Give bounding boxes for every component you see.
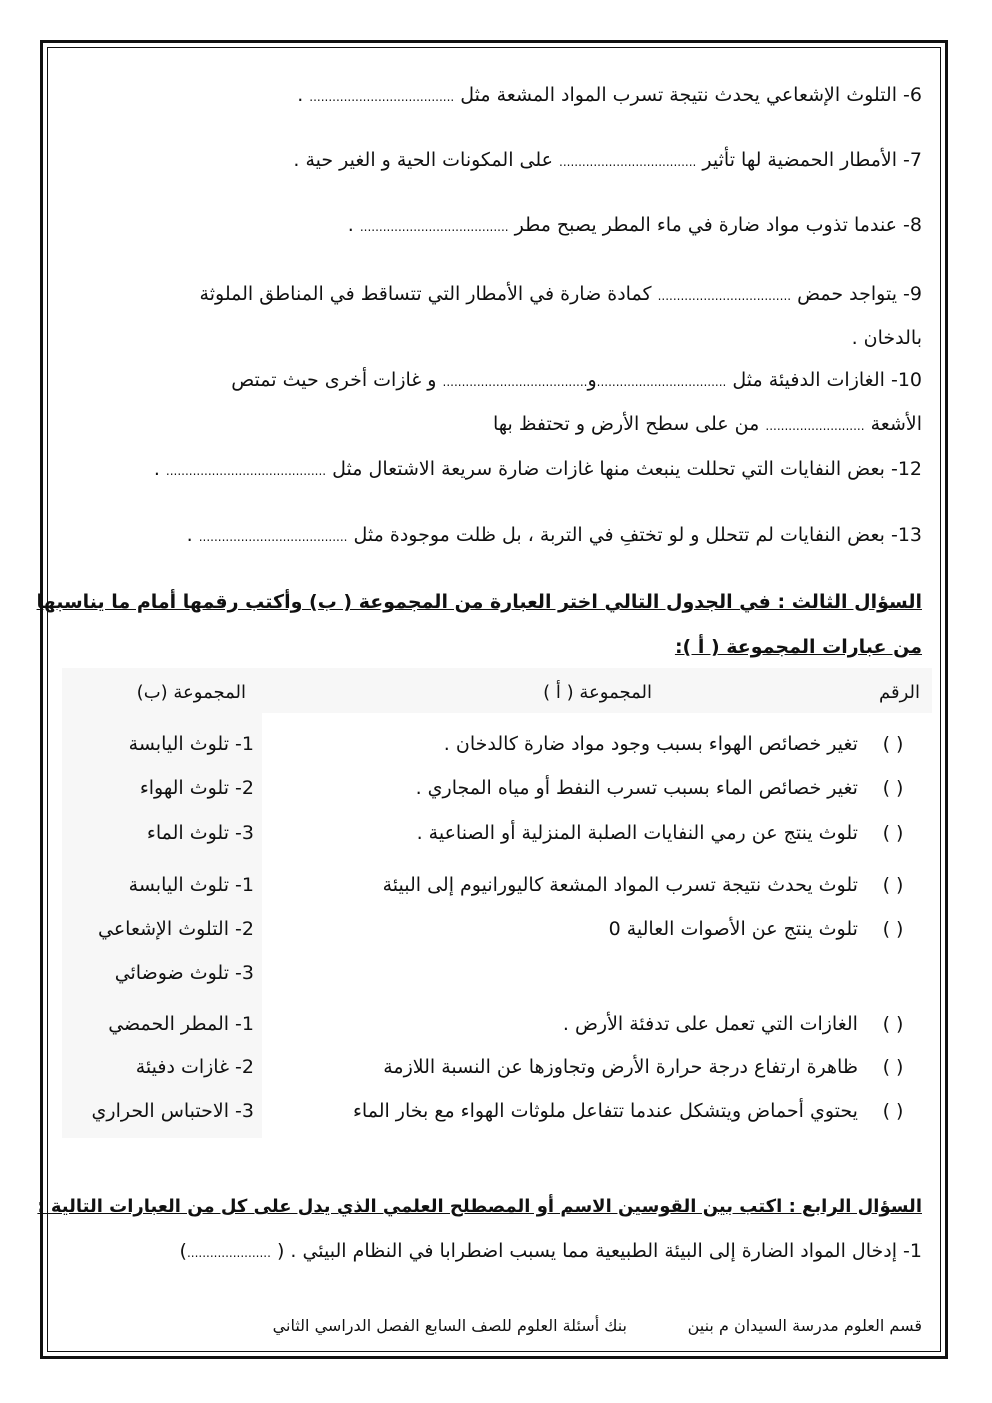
question-13 xyxy=(187,522,922,550)
question-text: 9- يتواجد حمض xyxy=(797,283,922,305)
question-text: 6- التلوث الإشعاعي يحدث نتيجة تسرب المواد المشعة مثل xyxy=(460,84,922,106)
table-row xyxy=(444,733,922,755)
group-a-statement: تلوث يحدث نتيجة تسرب المواد المشعة كاليورانيوم إلى البيئة xyxy=(382,874,858,896)
table-row xyxy=(416,777,922,799)
q4-title: السؤال الرابع : اكتب بين القوسين الاسم أو المصطلح العلمي الذي يدل على كل من العبارات التالية : xyxy=(37,1196,922,1217)
answer-blank[interactable]: ...................................... xyxy=(309,90,455,104)
header-group-a: المجموعة ( أ ) xyxy=(543,682,652,703)
question-9 xyxy=(200,281,922,309)
question-8 xyxy=(348,212,922,240)
group-b-option: 1- المطر الحمضي xyxy=(108,1013,254,1035)
question-text: 1- إدخال المواد الضارة إلى البيئة الطبيعية مما يسبب اضطرابا في النظام البيئي . ( xyxy=(276,1240,922,1262)
group-a-statement: الغازات التي تعمل على تدفئة الأرض . xyxy=(562,1013,858,1035)
question-6 xyxy=(297,82,922,110)
table-row xyxy=(609,918,922,940)
answer-blank[interactable]: ................................... xyxy=(657,289,792,303)
answer-parentheses[interactable]: ( ) xyxy=(882,777,904,799)
answer-parentheses[interactable]: ( ) xyxy=(882,1100,904,1122)
group-a-statement: تلوث ينتج عن الأصوات العالية 0 xyxy=(608,918,858,940)
answer-parentheses[interactable]: ( ) xyxy=(882,1056,904,1078)
group-a-statement: تلوث ينتج عن رمي النفايات الصلبة المنزلية أو الصناعية . xyxy=(416,822,858,844)
group-b-option: 1- تلوث اليابسة xyxy=(128,733,254,755)
group-a-statement: تغير خصائص الماء بسبب تسرب النفط أو مياه المجاري . xyxy=(415,777,858,799)
table-row xyxy=(563,1013,922,1035)
question-text: 8- عندما تذوب مواد ضارة في ماء المطر يصبح مطر xyxy=(514,214,922,236)
footer-title: بنك أسئلة العلوم للصف السابع الفصل الدراسي الثاني xyxy=(272,1316,627,1335)
answer-blank[interactable]: ....................................... xyxy=(198,530,348,544)
answer-blank[interactable]: ...................... xyxy=(186,1246,271,1260)
header-number: الرقم xyxy=(878,682,920,703)
answer-parentheses[interactable]: ( ) xyxy=(882,733,904,755)
table-row xyxy=(383,1056,922,1078)
group-b-option: 2- تلوث الهواء xyxy=(139,777,254,799)
answer-blank[interactable]: .......................................... xyxy=(165,464,327,478)
answer-blank[interactable]: .................................. xyxy=(596,375,727,389)
answer-blank[interactable]: .................................... xyxy=(559,155,697,169)
question-10-continued xyxy=(493,411,922,439)
question-7 xyxy=(293,147,922,175)
answer-parentheses[interactable]: ( ) xyxy=(882,918,904,940)
table-row xyxy=(353,1100,922,1122)
header-group-b: المجموعة (ب) xyxy=(136,682,246,703)
group-a-statement: تغير خصائص الهواء بسبب وجود مواد ضارة كالدخان . xyxy=(443,733,858,755)
question-text: 12- بعض النفايات التي تحللت ينبعث منها غازات ضارة سريعة الاشتعال مثل xyxy=(332,458,922,480)
question-tail: . xyxy=(347,214,354,236)
answer-parentheses[interactable]: ( ) xyxy=(882,1013,904,1035)
footer-school: قسم العلوم مدرسة السيدان م بنين xyxy=(687,1316,922,1335)
question-text: 7- الأمطار الحمضية لها تأثير xyxy=(702,149,922,171)
table-row xyxy=(417,822,922,844)
group-b-option: 3- تلوث ضوضائي xyxy=(114,962,254,984)
closing-parenthesis: ) xyxy=(179,1240,187,1262)
question-tail: من على سطح الأرض و تحتفظ بها xyxy=(493,413,760,435)
question-text: الأشعة xyxy=(870,413,922,435)
answer-parentheses[interactable]: ( ) xyxy=(882,874,904,896)
question-text: 10- الغازات الدفيئة مثل xyxy=(732,369,922,391)
question-tail: . xyxy=(297,84,304,106)
group-a-statement: ظاهرة ارتفاع درجة حرارة الأرض وتجاوزها عن النسبة اللازمة xyxy=(383,1056,858,1078)
question-conjunction: و xyxy=(587,369,597,391)
answer-parentheses[interactable]: ( ) xyxy=(882,822,904,844)
question-tail: على المكونات الحية و الغير حية . xyxy=(293,149,553,171)
group-b-option: 1- تلوث اليابسة xyxy=(128,874,254,896)
question-text: بالدخان . xyxy=(851,327,922,349)
question-9-continued xyxy=(852,325,922,351)
table-row xyxy=(383,874,922,896)
group-b-option: 3- تلوث الماء xyxy=(146,822,254,844)
answer-blank[interactable]: ...................................... xyxy=(442,375,588,389)
question-10 xyxy=(231,367,922,395)
q3-title-line2: من عبارات المجموعة ( أ ): xyxy=(674,636,922,658)
question-12 xyxy=(154,456,922,484)
answer-blank[interactable]: ....................................... xyxy=(359,220,509,234)
question-tail: و غازات أخرى حيث تمتص xyxy=(231,369,437,391)
group-b-option: 2- غازات دفيئة xyxy=(135,1056,254,1078)
group-a-statement: يحتوي أحماض ويتشكل عندما تتفاعل ملوثات الهواء مع بخار الماء xyxy=(352,1100,858,1122)
question-tail: . xyxy=(153,458,160,480)
question-text: 13- بعض النفايات لم تتحلل و لو تختفِ في التربة ، بل ظلت موجودة مثل xyxy=(353,524,922,546)
group-b-option: 3- الاحتباس الحراري xyxy=(91,1100,254,1122)
q3-title-line1: السؤال الثالث : في الجدول التالي اختر العبارة من المجموعة ( ب) وأكتب رقمها أمام ما يناسبها xyxy=(36,591,922,613)
question-tail: . xyxy=(186,524,193,546)
question-tail: كمادة ضارة في الأمطار التي تتساقط في المناطق الملوثة xyxy=(199,283,652,305)
q4-item-1 xyxy=(180,1238,922,1266)
answer-blank[interactable]: .......................... xyxy=(765,419,865,433)
group-b-option: 2- التلوث الإشعاعي xyxy=(98,918,254,940)
